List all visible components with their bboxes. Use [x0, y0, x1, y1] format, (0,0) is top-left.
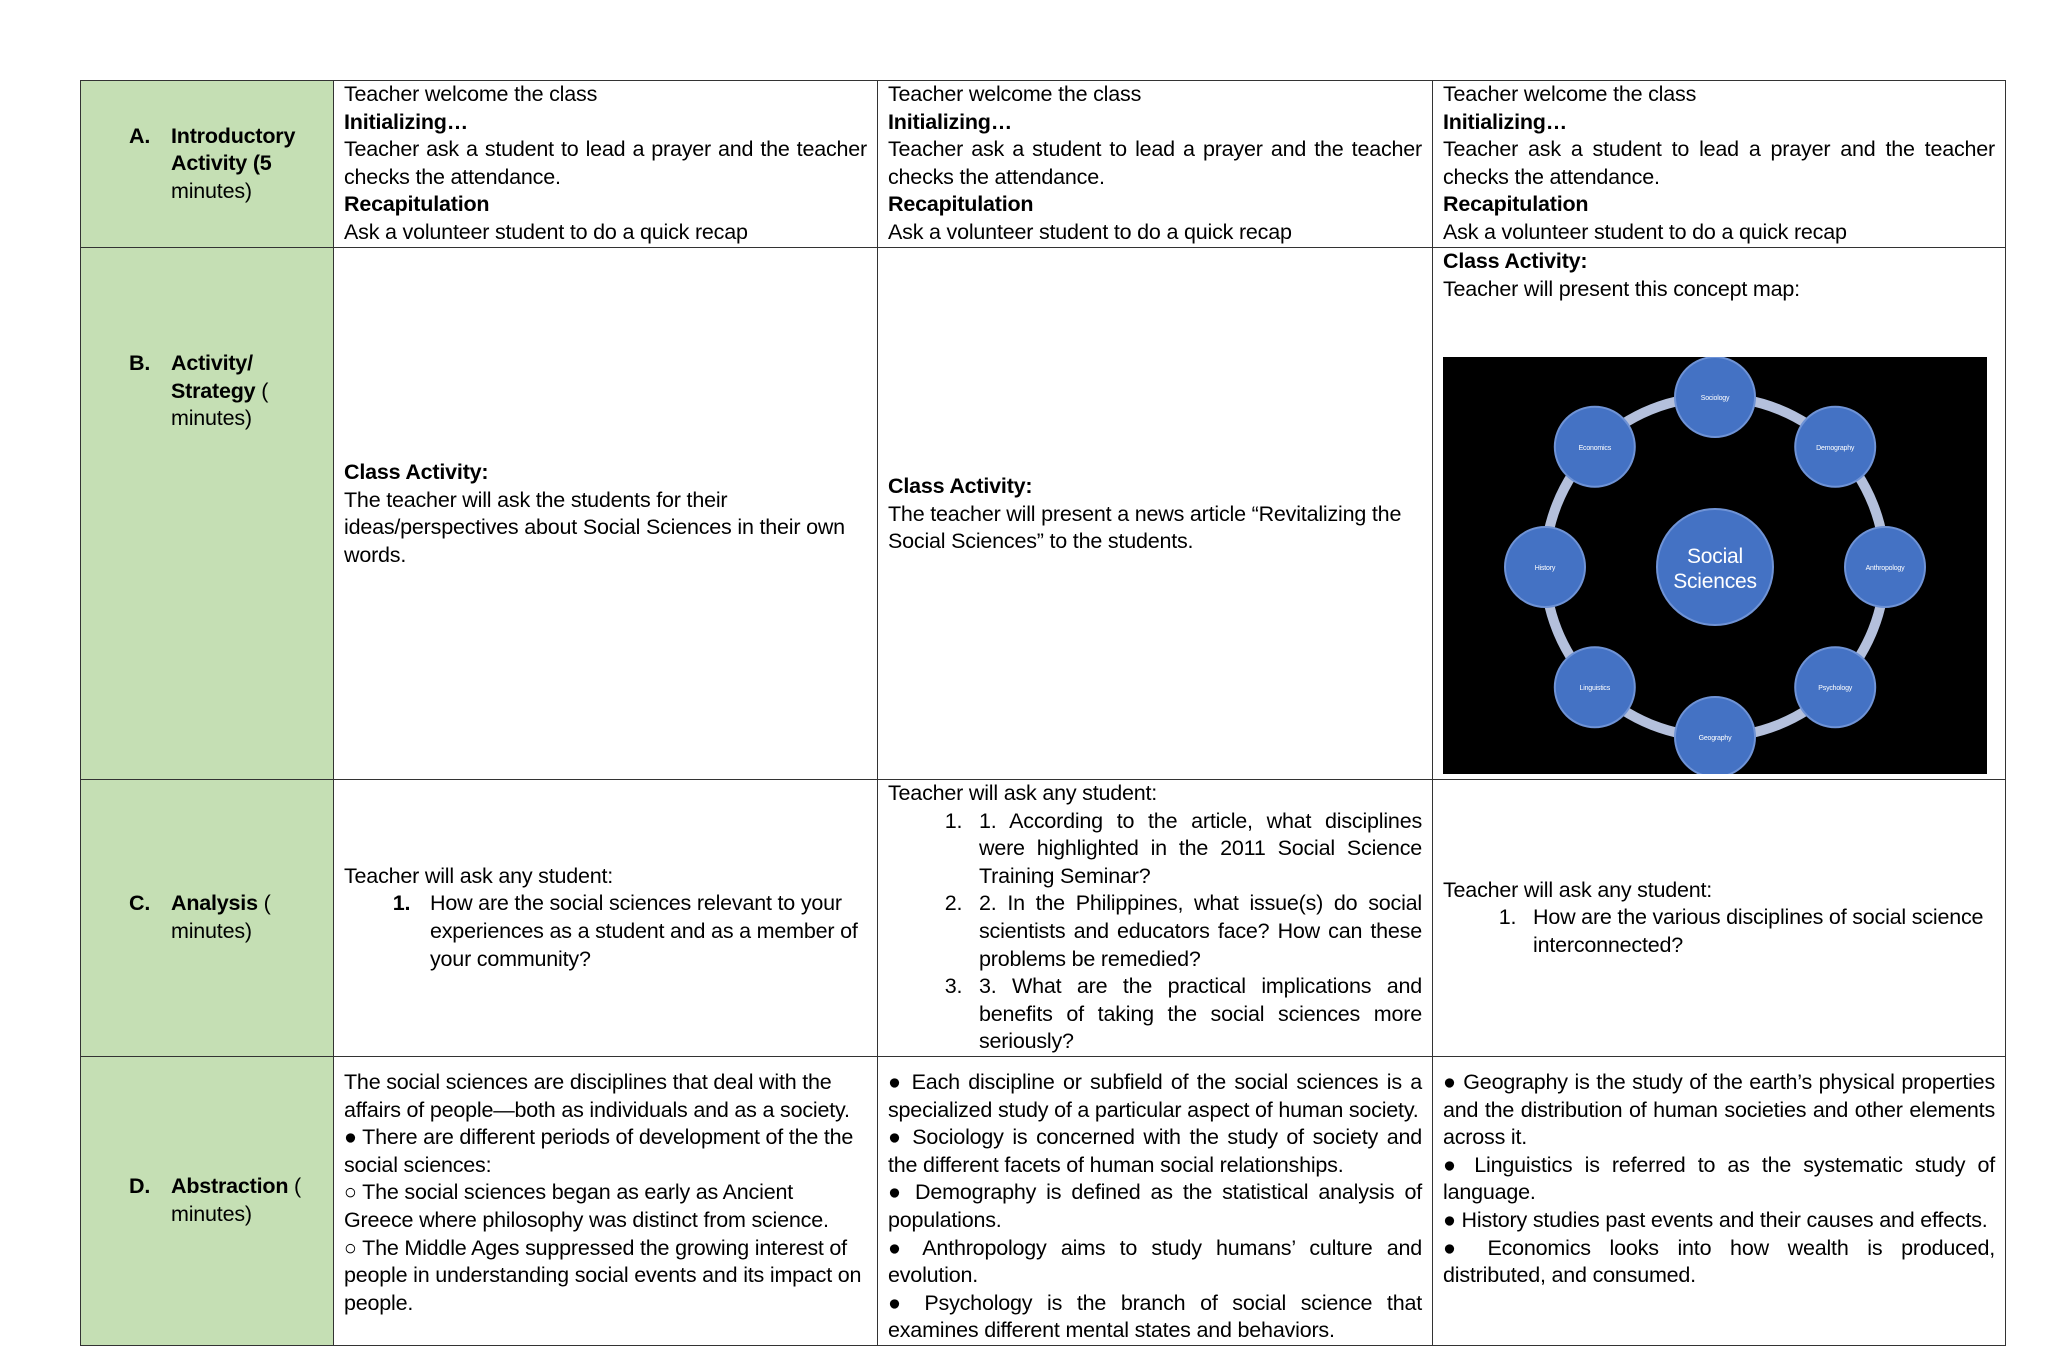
welcome-text: Teacher welcome the class: [1443, 82, 1697, 106]
class-activity-heading: Class Activity:: [888, 474, 1033, 498]
row-letter: A.: [129, 123, 151, 148]
class-activity-heading: Class Activity:: [344, 460, 489, 484]
introductory-cell-2: [878, 81, 1433, 248]
concept-map-node-label: History: [1534, 565, 1556, 573]
analysis-intro: Teacher will ask any student:: [344, 863, 614, 888]
welcome-text: Teacher welcome the class: [344, 82, 598, 106]
abstraction-line: ● Sociology is concerned with the study of society and the different facets of human social relationships.: [888, 1125, 1422, 1177]
abstraction-line: ● Each discipline or subfield of the social sciences is a specialized study of a particular aspect of human society.: [888, 1069, 1422, 1122]
abstraction-cell-3: [1433, 1056, 2006, 1345]
recap-heading: Recapitulation: [1443, 192, 1589, 217]
row-duration: ( minutes): [171, 1174, 302, 1226]
analysis-cell-3: [1433, 780, 2006, 1057]
class-activity-text: The teacher will present a news article “Revitalizing the Social Sciences” to the students.: [888, 501, 1402, 554]
abstraction-line: ○ The social sciences began as early as Ancient Greece where philosophy was distinct from science.: [344, 1180, 829, 1232]
activity-cell-2: [878, 248, 1433, 780]
concept-map-node-label: Demography: [1816, 444, 1855, 452]
recap-heading: Recapitulation: [888, 192, 1034, 217]
class-activity-text: Teacher will present this concept map:: [1443, 276, 1800, 301]
introductory-cell-3: [1433, 81, 2006, 248]
abstraction-line: ● Geography is the study of the earth’s physical properties and the distribution of human societies and other elements across it.: [1443, 1069, 1995, 1150]
activity-cell-3: [1433, 248, 2006, 780]
row-title: Introductory Activity (5: [171, 123, 296, 176]
row-letter: D.: [129, 1174, 151, 1199]
row-duration: ( minutes): [171, 378, 269, 431]
analysis-question: 1. 1. According to the article, what disciplines were highlighted in the 2011 Social Science Training Seminar?: [968, 808, 1422, 891]
recap-text: Ask a volunteer student to do a quick recap: [1443, 219, 1847, 244]
concept-map-center-label: Sciences: [1673, 570, 1757, 594]
abstraction-cell-1: [334, 1056, 878, 1345]
concept-map-center-label: Social: [1687, 545, 1743, 569]
concept-map-node-label: Economics: [1578, 444, 1612, 452]
abstraction-line: ● Demography is defined as the statistical analysis of populations.: [888, 1180, 1422, 1232]
row-letter: C.: [129, 891, 151, 916]
initializing-text: Teacher ask a student to lead a prayer and the teacher checks the attendance.: [344, 137, 867, 189]
initializing-text: Teacher ask a student to lead a prayer and the teacher checks the attendance.: [888, 137, 1422, 189]
row-label-cell: [81, 248, 334, 780]
lesson-plan-table: [80, 80, 2006, 1346]
abstraction-line: ● Psychology is the branch of social science that examines different mental states and behaviors.: [888, 1290, 1422, 1343]
concept-map-node-label: Geography: [1698, 735, 1732, 743]
analysis-question: 1. How are the various disciplines of social science interconnected?: [1522, 904, 1995, 959]
recap-text: Ask a volunteer student to do a quick recap: [344, 219, 748, 244]
initializing-text: Teacher ask a student to lead a prayer and the teacher checks the attendance.: [1443, 137, 1995, 189]
introductory-cell-1: [334, 81, 878, 248]
row-title: Abstraction: [171, 1174, 289, 1199]
row-title: Analysis: [171, 891, 258, 916]
row-introductory-activity: [81, 81, 2006, 248]
abstraction-cell-2: [878, 1056, 1433, 1345]
abstraction-line: ● Anthropology aims to study humans’ culture and evolution.: [888, 1235, 1422, 1288]
concept-map-node-label: Psychology: [1818, 685, 1853, 693]
abstraction-line: ○ The Middle Ages suppressed the growing interest of people in understanding social events and its impact on people.: [344, 1235, 862, 1315]
row-label-cell: [81, 780, 334, 1057]
initializing-heading: Initializing…: [888, 109, 1013, 134]
concept-map-node-label: Linguistics: [1579, 685, 1611, 693]
row-abstraction: [81, 1056, 2006, 1345]
row-activity-strategy: [81, 248, 2006, 780]
abstraction-line: ● History studies past events and their causes and effects.: [1443, 1207, 1988, 1232]
class-activity-heading: Class Activity:: [1443, 249, 1588, 273]
initializing-heading: Initializing…: [344, 109, 469, 134]
analysis-intro: Teacher will ask any student:: [1443, 877, 1713, 902]
initializing-heading: Initializing…: [1443, 109, 1568, 134]
abstraction-line: The social sciences are disciplines that deal with the affairs of people—both as individuals and as a society.: [344, 1069, 850, 1122]
recap-heading: Recapitulation: [344, 192, 490, 217]
concept-map-node-label: Anthropology: [1865, 565, 1905, 573]
row-duration: minutes): [171, 178, 252, 203]
row-analysis: [81, 780, 2006, 1057]
class-activity-text: The teacher will ask the students for their ideas/perspectives about Social Sciences in their own words.: [344, 487, 845, 567]
row-title: Activity/ Strategy: [171, 351, 256, 403]
analysis-intro: Teacher will ask any student:: [888, 781, 1158, 805]
concept-map-node-label: Sociology: [1700, 395, 1730, 403]
activity-cell-1: [334, 248, 878, 780]
row-label-cell: [81, 1056, 334, 1345]
analysis-question: 2. 2. In the Philippines, what issue(s) do social scientists and educators face? How can these problems be remedied?: [968, 890, 1422, 973]
analysis-cell-1: [334, 780, 878, 1057]
abstraction-line: ● Linguistics is referred to as the systematic study of language.: [1443, 1152, 1995, 1205]
row-letter: B.: [129, 351, 151, 375]
recap-text: Ask a volunteer student to do a quick recap: [888, 219, 1292, 244]
row-duration: ( minutes): [171, 891, 271, 943]
abstraction-line: ● Economics looks into how wealth is produced, distributed, and consumed.: [1443, 1235, 1995, 1288]
welcome-text: Teacher welcome the class: [888, 82, 1142, 106]
concept-map-image: [1443, 357, 1987, 774]
analysis-cell-2: [878, 780, 1433, 1057]
row-label-cell: [81, 81, 334, 248]
analysis-question: 3. 3. What are the practical implications and benefits of taking the social sciences more seriously?: [968, 973, 1422, 1056]
abstraction-line: ● There are different periods of development of the the social sciences:: [344, 1125, 854, 1177]
analysis-question: 1. How are the social sciences relevant to your experiences as a student and as a member of your community?: [416, 890, 867, 973]
